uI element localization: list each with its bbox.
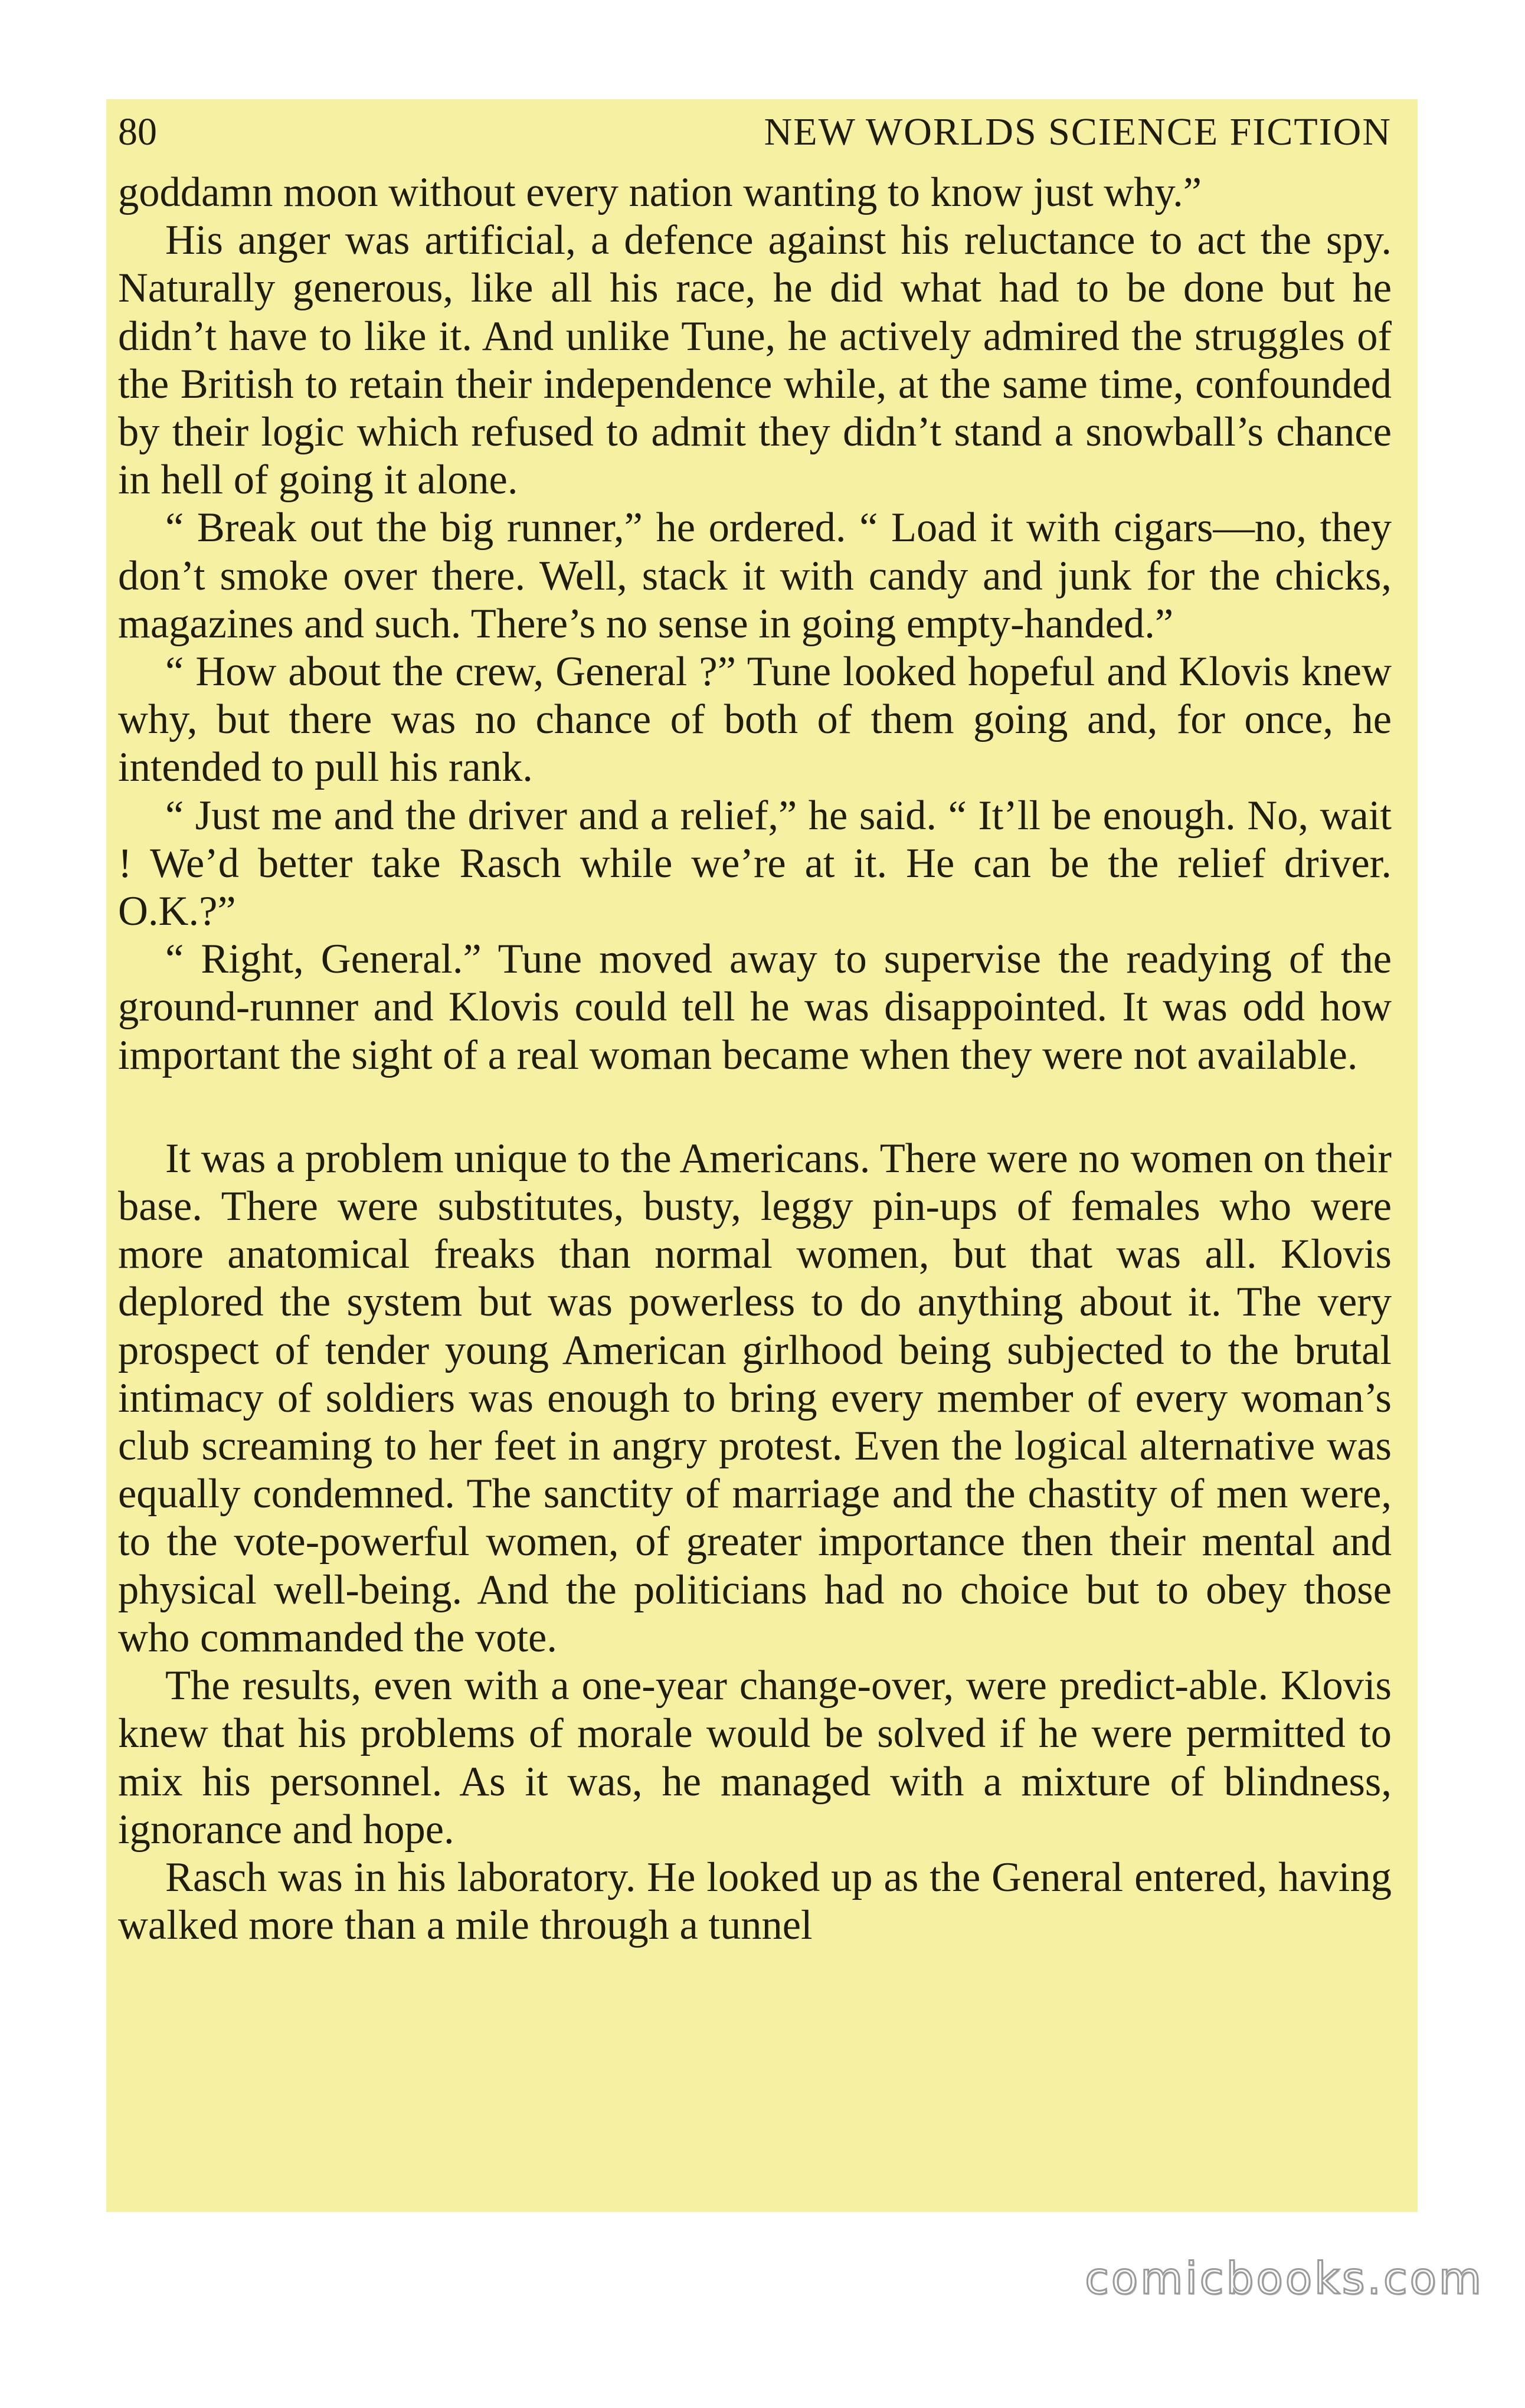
book-page — [106, 99, 1418, 2212]
paragraph: goddamn moon without every nation wanting to know just why.” — [118, 169, 1202, 215]
paragraph: It was a problem unique to the Americans. There were no women on their base. There were substitutes, busty, leggy pin-ups of females who were more anatomical freaks than normal women, but that was all. Klovis deplored the system but was powerless to do anything about it. The very prospect of tender young American girlhood being subjected to the brutal intimacy of soldiers was enough to bring every member of every woman’s club screaming to her feet in angry protest. Even the logical alternative was equally condemned. The sanctity of marriage and the chastity of men were, to the vote-powerful women, of greater importance then their mental and physical well-being. And the politicians had no choice but to obey those who commanded the vote. — [118, 1135, 1392, 1661]
site-watermark: comicbooks.com — [1085, 2253, 1484, 2304]
running-head: NEW WORLDS SCIENCE FICTION — [764, 110, 1392, 153]
body-text — [118, 169, 1392, 1949]
paragraph: “ Right, General.” Tune moved away to supervise the readying of the ground-runner and Klovis could tell he was disappointed. It was odd how important the sight of a real woman became when they were not available. — [118, 936, 1392, 1078]
page-number: 80 — [118, 110, 157, 153]
paragraph: “ Break out the big runner,” he ordered. “ Load it with cigars—no, they don’t smoke over there. Well, stack it with candy and junk for the chicks, magazines and such. There’s no sense in going empty-handed.” — [118, 505, 1392, 647]
paragraph: “ Just me and the driver and a relief,” he said. “ It’ll be enough. No, wait ! We’d better take Rasch while we’re at it. He can be the relief driver. O.K.?” — [118, 792, 1392, 935]
paragraph: The results, even with a one-year change-over, were predict-able. Klovis knew that his problems of morale would be solved if he were permitted to mix his personnel. As it was, he managed with a mixture of blindness, ignorance and hope. — [118, 1663, 1392, 1853]
page-header — [118, 99, 1392, 169]
paragraph: “ How about the crew, General ?” Tune looked hopeful and Klovis knew why, but there was no chance of both of them going and, for once, he intended to pull his rank. — [118, 649, 1392, 791]
paragraph: Rasch was in his laboratory. He looked up as the General entered, having walked more than a mile through a tunnel — [118, 1854, 1392, 1949]
paragraph: His anger was artificial, a defence against his reluctance to act the spy. Naturally generous, like all his race, he did what had to be done but he didn’t have to like it. And unlike Tune, he actively admired the struggles of the British to retain their independence while, at the same time, confounded by their logic which refused to admit they didn’t stand a snowball’s chance in hell of going it alone. — [118, 217, 1392, 503]
